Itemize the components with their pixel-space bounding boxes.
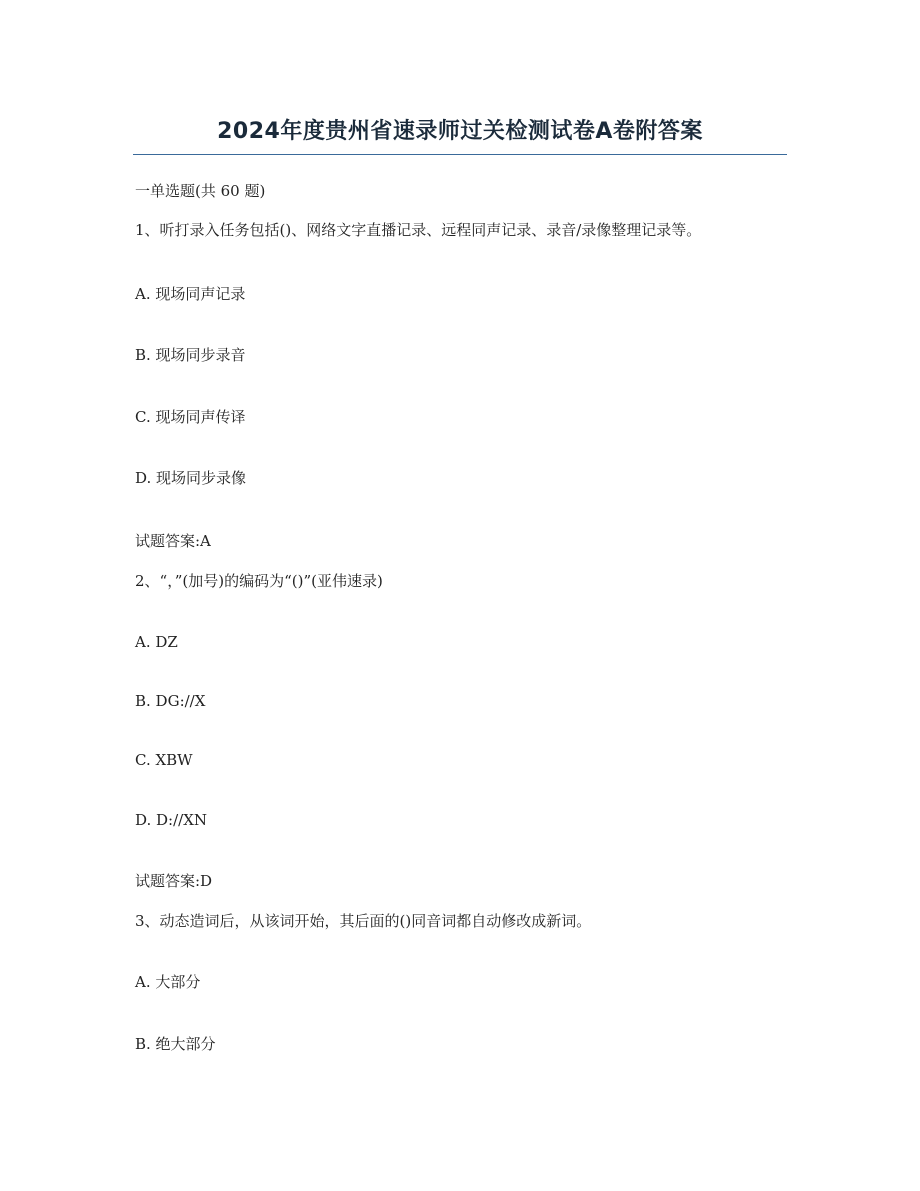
question-3-option-b: B. 绝大部分	[135, 1035, 216, 1053]
question-1-answer: 试题答案:A	[135, 532, 211, 550]
question-3-stem: 3、动态造词后，从该词开始，其后面的()同音词都自动修改成新词。	[135, 912, 592, 930]
question-1-stem: 1、听打录入任务包括()、网络文字直播记录、远程同声记录、录音/录像整理记录等。	[135, 221, 702, 239]
question-2-stem: 2、“，”(加号)的编码为“()”(亚伟速录)	[135, 572, 383, 590]
question-1-option-c: C. 现场同声传译	[135, 408, 246, 426]
question-2-answer: 试题答案:D	[135, 872, 213, 890]
page-title: 2024年度贵州省速录师过关检测试卷A卷附答案	[217, 119, 703, 144]
question-3-option-a: A. 大部分	[135, 973, 201, 991]
question-2-option-b: B. DG://X	[135, 692, 206, 710]
question-2-option-a: A. DZ	[135, 633, 178, 651]
question-1-option-a: A. 现场同声记录	[135, 285, 246, 303]
question-1-option-d: D. 现场同步录像	[135, 469, 247, 487]
question-1-option-b: B. 现场同步录音	[135, 346, 246, 364]
question-2-option-c: C. XBW	[135, 751, 193, 769]
section-heading: 一单选题(共 60 题)	[135, 182, 266, 200]
title-divider	[133, 154, 787, 155]
question-2-option-d: D. D://XN	[135, 811, 208, 829]
